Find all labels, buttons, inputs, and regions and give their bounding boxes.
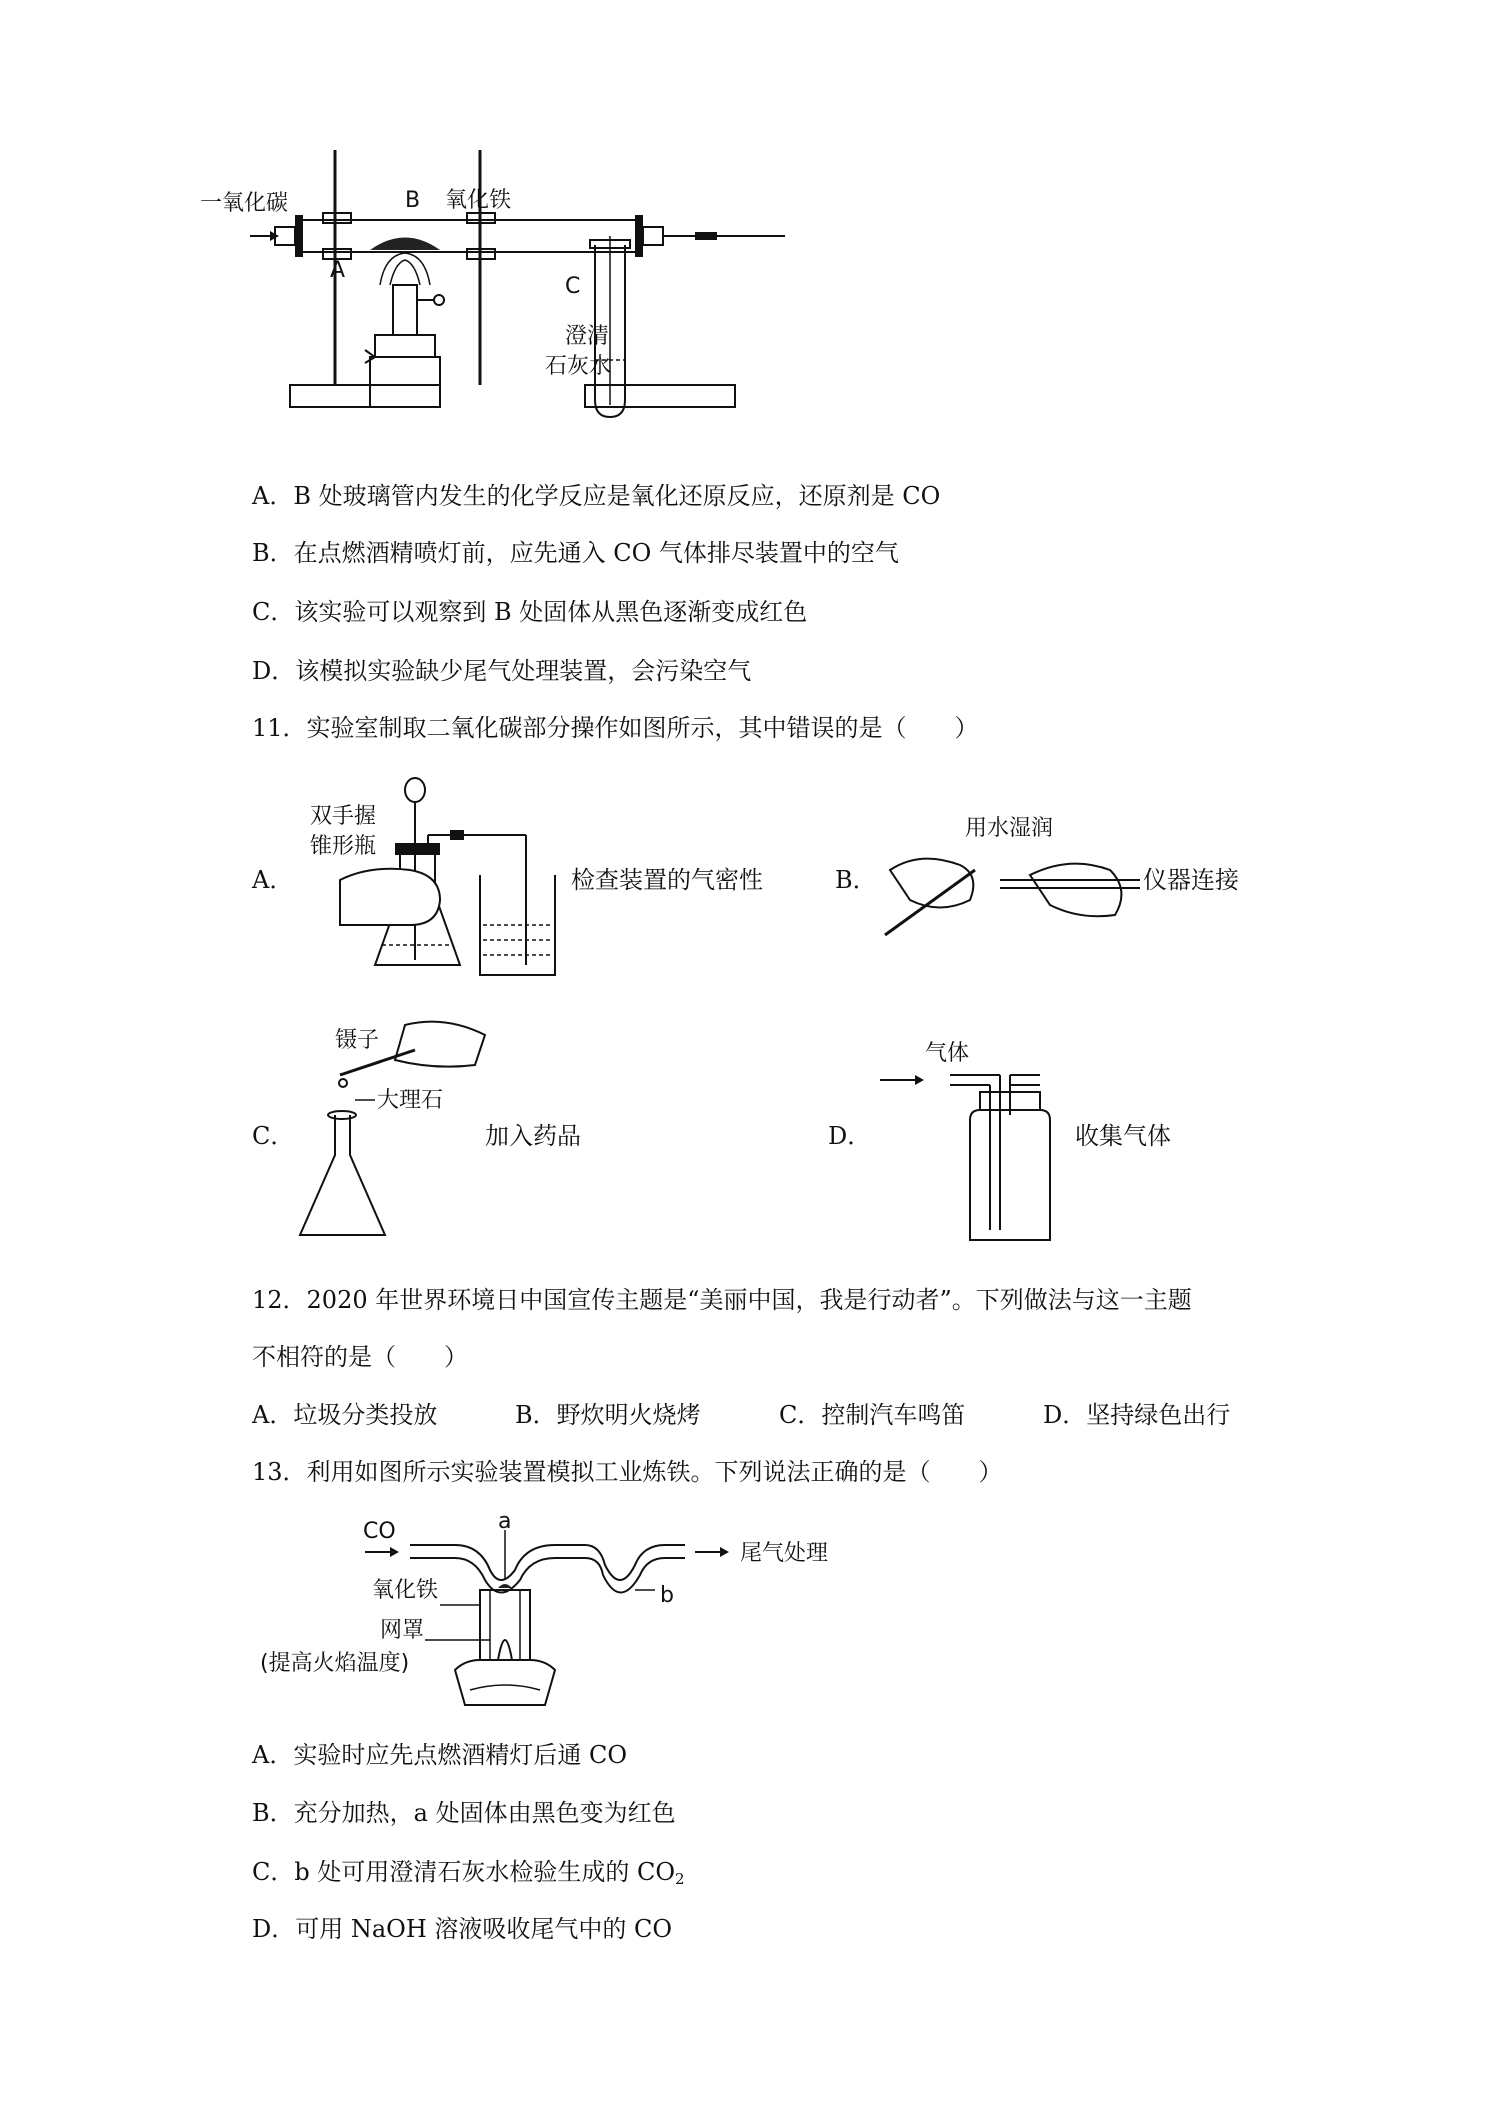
q12-stem-line-1: 12．2020 年世界环境日中国宣传主题是“美丽中国，我是行动者”。下列做法与这一主题 xyxy=(252,1286,1192,1314)
q11a-label-hold-1: 双手握 xyxy=(310,804,377,829)
q13-option-b: B．充分加热，a 处固体由黑色变为红色 xyxy=(252,1799,676,1827)
fig1-label-limewater-2: 石灰水 xyxy=(545,354,612,379)
q13-option-a: A．实验时应先点燃酒精灯后通 CO xyxy=(252,1741,627,1769)
q10-option-d: D．该模拟实验缺少尾气处理装置，会污染空气 xyxy=(252,657,752,685)
q13-fig-label-mesh: 网罩 xyxy=(380,1618,425,1643)
q11-option-d-letter: D． xyxy=(828,1122,872,1150)
figure-instrument-connection xyxy=(880,810,1140,950)
q13-stem: 13．利用如图所示实验装置模拟工业炼铁。下列说法正确的是（ ） xyxy=(252,1458,1003,1486)
q11-option-c-caption: 加入药品 xyxy=(485,1122,581,1150)
q12-option-d: D．坚持绿色出行 xyxy=(1043,1401,1231,1429)
q11-option-c-letter: C． xyxy=(252,1122,295,1150)
q12-option-a: A．垃圾分类投放 xyxy=(252,1401,438,1429)
figure-iron-smelting-apparatus xyxy=(255,1509,829,1710)
q13-fig-label-mesh-note: (提高火焰温度) xyxy=(260,1651,410,1676)
figure-airtightness-check xyxy=(300,775,580,985)
q11c-label-marble: 大理石 xyxy=(377,1088,444,1113)
fig1-label-co: 一氧化碳 xyxy=(200,191,289,216)
q13-option-c-text: C．b 处可用澄清石灰水检验生成的 CO xyxy=(252,1858,676,1886)
q11-option-a-letter: A． xyxy=(252,866,294,894)
q11-stem: 11．实验室制取二氧化碳部分操作如图所示，其中错误的是（ ） xyxy=(252,714,979,742)
q10-option-b: B．在点燃酒精喷灯前，应先通入 CO 气体排尽装置中的空气 xyxy=(252,539,899,567)
q12-option-b: B．野炊明火烧烤 xyxy=(515,1401,701,1429)
q13-fig-label-b: b xyxy=(660,1583,674,1608)
q11-option-b-caption: 仪器连接 xyxy=(1143,866,1239,894)
q13-option-c xyxy=(252,1857,685,1887)
q13-fig-label-oxide: 氧化铁 xyxy=(372,1578,439,1603)
q12-stem-line-2: 不相符的是（ ） xyxy=(252,1343,468,1371)
q11d-label-gas: 气体 xyxy=(925,1041,970,1066)
q13-option-c-subscript: 2 xyxy=(675,1870,685,1888)
q13-fig-label-co: CO xyxy=(363,1519,396,1544)
q10-option-c: C．该实验可以观察到 B 处固体从黑色逐渐变成红色 xyxy=(252,598,808,626)
q11a-label-hold-2: 锥形瓶 xyxy=(310,834,377,859)
q11-option-d-caption: 收集气体 xyxy=(1075,1122,1171,1150)
q13-option-d: D．可用 NaOH 溶液吸收尾气中的 CO xyxy=(252,1915,673,1943)
q11c-label-tweezers: 镊子 xyxy=(335,1028,380,1053)
figure-adding-reagent xyxy=(295,1015,495,1245)
q11-option-a-caption: 检查装置的气密性 xyxy=(571,866,763,894)
q13-fig-label-a: a xyxy=(498,1509,512,1534)
q13-fig-label-exhaust: 尾气处理 xyxy=(740,1541,829,1566)
q10-option-a: A．B 处玻璃管内发生的化学反应是氧化还原反应，还原剂是 CO xyxy=(252,482,941,510)
fig1-label-oxide: 氧化铁 xyxy=(445,188,512,213)
fig1-label-c: C xyxy=(565,274,581,299)
q11b-label-wet: 用水湿润 xyxy=(965,816,1054,841)
q11-option-b-letter: B． xyxy=(835,866,877,894)
fig1-label-a: A xyxy=(330,258,346,283)
fig1-label-b: B xyxy=(405,188,421,213)
q12-option-c: C．控制汽车鸣笛 xyxy=(779,1401,966,1429)
figure-co-reduction-apparatus xyxy=(200,145,895,420)
fig1-label-limewater-1: 澄清 xyxy=(565,324,610,349)
figure-gas-collection xyxy=(875,1030,1055,1245)
